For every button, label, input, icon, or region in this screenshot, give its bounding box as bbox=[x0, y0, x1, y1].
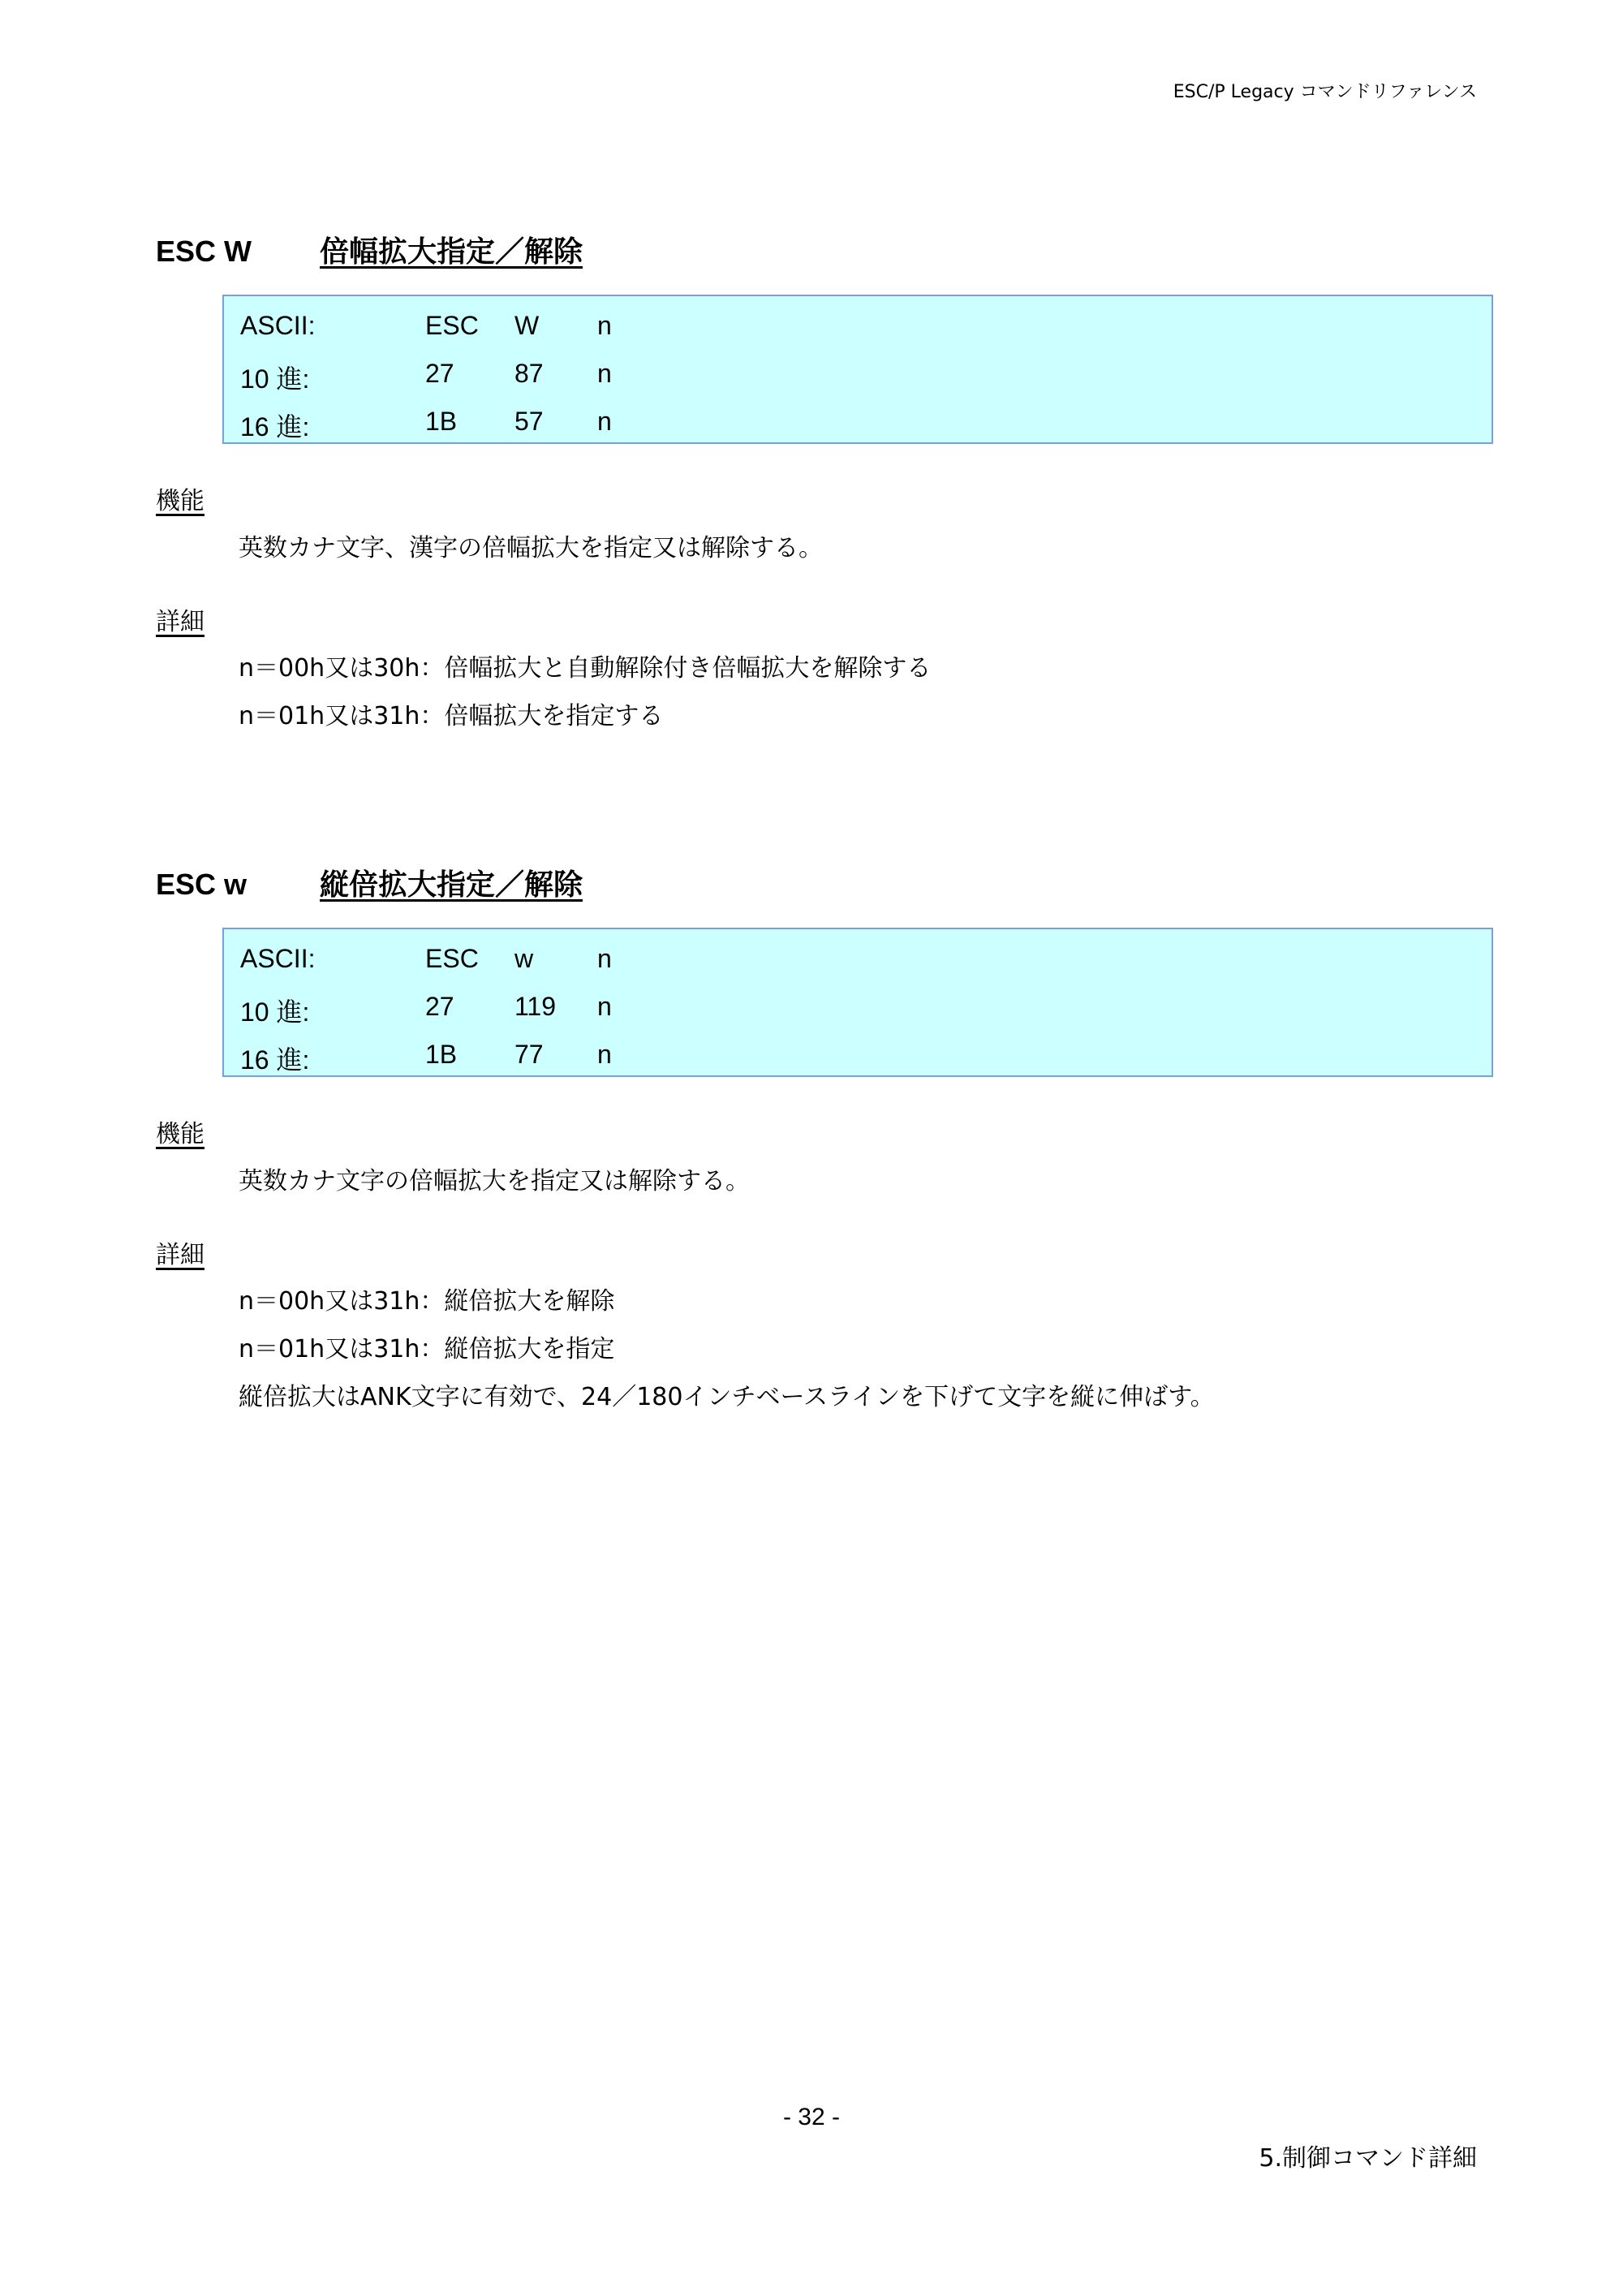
command-title bbox=[156, 229, 583, 270]
code-value: 77 bbox=[514, 1040, 544, 1069]
code-value: ESC bbox=[425, 311, 479, 340]
details-line: n＝01h又は31h：縦倍拡大を指定 bbox=[239, 1335, 615, 1363]
code-label: 16 進: bbox=[240, 412, 310, 442]
code-value: n bbox=[597, 944, 612, 973]
code-value: n bbox=[597, 311, 612, 340]
code-label: ASCII: bbox=[240, 311, 316, 340]
details-line: n＝00h又は31h：縦倍拡大を解除 bbox=[239, 1287, 615, 1316]
command-title bbox=[156, 862, 583, 903]
command-name: 倍幅拡大指定／解除 bbox=[320, 235, 583, 269]
details-label: 詳細 bbox=[156, 1241, 204, 1269]
function-text: 英数カナ文字の倍幅拡大を指定又は解除する。 bbox=[239, 1167, 750, 1195]
function-label: 機能 bbox=[156, 487, 204, 515]
code-value: 119 bbox=[514, 992, 557, 1021]
code-value: n bbox=[597, 359, 612, 388]
code-value: 27 bbox=[425, 359, 454, 388]
page-number: - 32 - bbox=[782, 2104, 841, 2130]
running-header: ESC/P Legacy コマンドリファレンス bbox=[1173, 82, 1477, 102]
code-label: 10 進: bbox=[240, 364, 310, 394]
command-code: ESC w bbox=[156, 868, 248, 901]
details-line: 縦倍拡大はANK文字に有効で、24／180インチベースラインを下げて文字を縦に伸ばす。 bbox=[239, 1383, 1215, 1411]
code-value: 27 bbox=[425, 992, 454, 1021]
code-value: n bbox=[597, 1040, 612, 1069]
code-value: 87 bbox=[514, 359, 544, 388]
code-table bbox=[222, 928, 1493, 1077]
code-value: 1B bbox=[425, 1040, 458, 1069]
code-value: W bbox=[514, 311, 540, 340]
code-value: n bbox=[597, 407, 612, 436]
command-name: 縦倍拡大指定／解除 bbox=[320, 868, 583, 902]
code-value: ESC bbox=[425, 944, 479, 973]
command-code: ESC W bbox=[156, 235, 252, 268]
details-line: n＝01h又は31h：倍幅拡大を指定する bbox=[239, 702, 664, 730]
code-value: 57 bbox=[514, 407, 544, 436]
function-label: 機能 bbox=[156, 1120, 204, 1148]
code-value: 1B bbox=[425, 407, 458, 436]
code-label: 16 進: bbox=[240, 1045, 310, 1075]
details-label: 詳細 bbox=[156, 608, 204, 636]
code-value: n bbox=[597, 992, 612, 1021]
code-label: ASCII: bbox=[240, 944, 316, 973]
code-table bbox=[222, 295, 1493, 444]
code-label: 10 進: bbox=[240, 997, 310, 1027]
details-line: n＝00h又は30h：倍幅拡大と自動解除付き倍幅拡大を解除する bbox=[239, 654, 932, 683]
function-text: 英数カナ文字、漢字の倍幅拡大を指定又は解除する。 bbox=[239, 534, 823, 562]
chapter-footer: 5.制御コマンド詳細 bbox=[1259, 2144, 1477, 2173]
code-value: w bbox=[514, 944, 534, 973]
